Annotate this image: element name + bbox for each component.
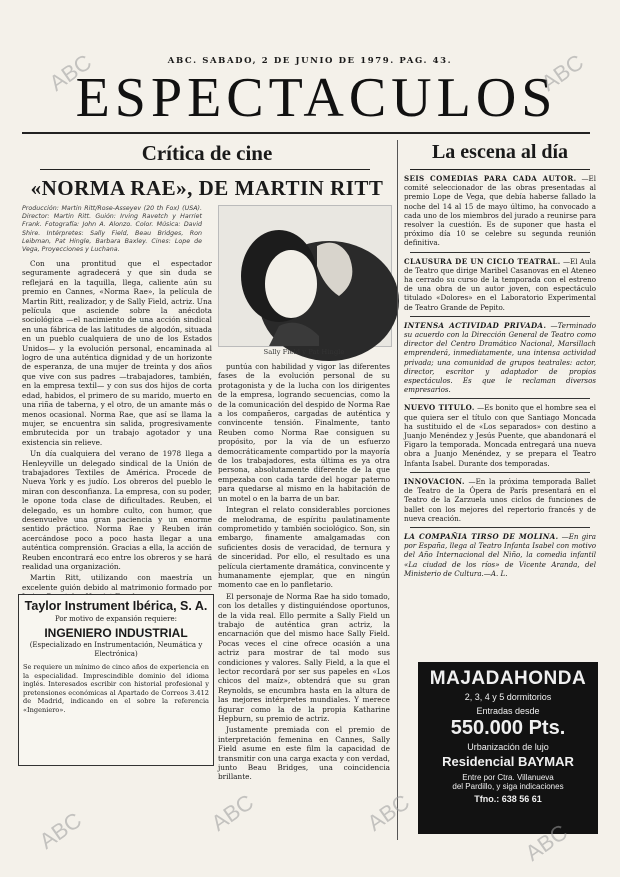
abc-watermark: ABC bbox=[362, 789, 415, 836]
section-title-escena: La escena al día bbox=[431, 141, 569, 163]
news-item-head: NUEVO TITULO. bbox=[404, 403, 475, 413]
review-paragraph: Justamente premiada con el premio de interpretación femenina en Cannes, Sally Field asume en este film la capacidad de transmitir con una carga exacta y con verdad, junto Beau Bridges, una coincidencia brillante. bbox=[218, 725, 390, 782]
news-divider bbox=[410, 252, 590, 253]
ad-majadahonda-title: MAJADAHONDA bbox=[429, 668, 587, 689]
news-item-head: INTENSA ACTIVIDAD PRIVADA. bbox=[404, 320, 547, 330]
ad-taylor-specialty: (Especializado en Instrumentación, Neumática y Electrónica) bbox=[29, 641, 203, 658]
review-paragraph: El personaje de Norma Rae ha sido tomado, con los detalles y distinguiéndose oportunos, de la vida real. Ello permite a Sally Field un trabajo de auténtica gran actriz, la encarnación que del mismo hace Sally Field. Pocas veces el cine ofrece ocasión a una actriz para mostrar de tal modo sus condiciones y valores. Sally Field, a la que el lector recordará por ser sus papeles en «Los chicos del maíz», obtendrá que su gran Reynolds, se encumbra hasta en la altura de las mejores intérpretes mundiales. Y merece figurar como la de la propia Katharine Hepburn, su premio de actriz. bbox=[218, 591, 390, 724]
news-item-text: —El comité seleccionador de las obras presentadas al premio Lope de Vega, que debía haberse fallado la noche del 14 al 15 de mayo último, ha convocado a cada uno de los miembros del jurado a reunirse para resolver la cuestión. Es de suponer que hasta el próximo día 10 se celebre su segunda reunión definitiva. bbox=[404, 174, 596, 248]
news-item-text: —Es bonito que el hombre sea el que quiera ser el título con que Santiago Moncada ha sustituido el de «Los separados» con destino a Juanjo Menéndez y Jesús Puente, que abandonará el Figaro la temporada. Moncada entregará una nueva obra a Juanjo Menéndez, y se prepara el Teatro Infanta Isabel. Durante dos temporadas. bbox=[404, 403, 597, 468]
ad-taylor-title: Taylor Instrument Ibérica, S. A. bbox=[24, 599, 208, 613]
film-credits: Producción: Martin Ritt/Rose-Asseyev (20 th Fox) (USA). Director: Martin Ritt. Guión: Irving Ravetch y Harriet Frank. Fotografía: John A. Alonzo. Color. Música: David Shire. Intérpretes: Sally Field, Beau Bridges, Ron Leibman, Pat Hingle, Barbara Baxley. Cines: Lope de Vega, Proyecciones y Luchana. bbox=[22, 205, 202, 254]
news-item-text: —Terminado su acuerdo con la Dirección General de Teatro como director del Centro Dramático Nacional, Marsillach emprenderá, inmediatamente, una intensa actividad privada; una comunidad de grupos teatrales: actor, director, escritor y adaptador de propios espectáculos. Es que le reclaman diversos empresarios. bbox=[404, 320, 596, 395]
news-divider bbox=[410, 316, 590, 317]
news-divider bbox=[410, 527, 590, 528]
news-item bbox=[404, 477, 596, 523]
column-divider bbox=[397, 140, 398, 840]
film-title: «NORMA RAE», DE MARTIN RITT bbox=[30, 176, 384, 200]
news-item bbox=[404, 532, 596, 578]
news-items bbox=[404, 174, 596, 586]
news-item-head: SEIS COMEDIAS PARA CADA AUTOR. bbox=[404, 174, 577, 183]
review-column-left bbox=[22, 259, 212, 592]
ad-majadahonda-phone: Tfno.: 638 56 61 bbox=[474, 794, 542, 804]
news-item bbox=[404, 321, 596, 395]
ad-majadahonda-directions1: Entre por Ctra. Villanueva bbox=[462, 773, 554, 782]
photo-caption: Sally Field y Pat Hingle bbox=[263, 348, 345, 356]
abc-watermark: ABC bbox=[520, 819, 573, 866]
masthead: ESPECTACULOS bbox=[75, 67, 558, 129]
abc-watermark: ABC bbox=[536, 49, 589, 96]
review-paragraph: Un día cualquiera del verano de 1978 llega a Henleyville un delegado sindical de la Unión de trabajadores Textiles de América. Procede de Nueva York y es judío. Los obreros del pueblo le miran con desconfianza. La empresa, con su poder, le opone toda clase de dificultades. Reuben, el delegado, es un hombre culto, con humor, que desenvuelve una gran paciencia y un enorme sentido práctico. Norma Rae y Reuben irán acercándose poco a poco hasta llegar a una auténtica comprensión. Gracias a ella, la acción de Reuben encontrará eco entre los obreros y se hará realidad una organización. bbox=[22, 449, 212, 571]
ad-majadahonda-residencial: Residencial BAYMAR bbox=[442, 754, 574, 769]
ad-taylor-text: Se requiere un mínimo de cinco años de experiencia en la especialidad. Imprescindible dominio del idioma inglés. Interesados escribir con historial profesional y pretensiones económicas al Apartado de Correos 3.412 de Madrid, indicando en el sobre la referencia «Ingeniero». bbox=[23, 663, 209, 714]
news-item-head: INNOVACION. bbox=[404, 476, 465, 486]
ad-taylor-sub: Por motivo de expansión requiere: bbox=[54, 615, 178, 623]
news-divider bbox=[410, 398, 590, 399]
news-item-text: —El Aula de Teatro que dirige Maribel Casanovas en el Ateneo ha cerrado su curso de la temporada con el estreno de una obra de un autor joven, con espectáculo titulado «Dolores» en el Laboratorio Experimental de Teatro Grande de Pepito. bbox=[404, 256, 596, 312]
review-paragraph: Con una prontitud que el espectador seguramente agradecerá y que sin duda se reflejará en la taquilla, llega, caliente aún su premio en Cannes, «Norma Rae», la película de Martin Ritt, realizador, y de Sally Field, actriz. Una película que asciende sobre la anécdota sociológica —el nacimiento de una acción sindical en una fábrica de las latitudes de algodón, situada en un pueblo cualquiera de uno de los Estados Unidos— y la evolución personal, encaminada al logro de una auténtica dignidad y de un horizonte de esperanza, de una mujer de treinta y dos años que vive con sus padres —trabajadores, también, en la empresa textil— y con sus dos hijos de corta edad, habidos, el primero de su marido, muerto en una riña de taberna, y el otro, de un amante más o menos ocasional. Norma Rae, que así se llama la mujer, se encuentra sin salida, progresivamente embrutecida por un trabajo agotador y una existencia sin relieve. bbox=[22, 259, 212, 447]
review-column-middle bbox=[218, 362, 390, 837]
news-item-text: —En la próxima temporada Ballet de Teatro de la Ópera de París presentará en el Teatro de la Zarzuela unos ciclos de funciones de ballet con los mejores del repertorio francés y de nueva creación. bbox=[404, 476, 596, 523]
review-paragraph: Martin Ritt, utilizando con maestría un excelente guión debido al matrimonio formado por bbox=[22, 573, 212, 592]
news-item bbox=[404, 257, 596, 312]
ad-majadahonda-rooms: 2, 3, 4 y 5 dormitorios bbox=[464, 692, 552, 702]
ad-majadahonda-directions2: del Pardillo, y siga indicaciones bbox=[452, 782, 564, 791]
film-photo bbox=[218, 205, 392, 347]
ad-taylor-position: INGENIERO INDUSTRIAL bbox=[44, 626, 188, 640]
ad-majadahonda-entry-label: Entradas desde bbox=[476, 706, 540, 716]
news-divider bbox=[410, 472, 590, 473]
news-item bbox=[404, 403, 596, 467]
ad-majadahonda-lux: Urbanización de lujo bbox=[467, 742, 549, 752]
ad-majadahonda-price: 550.000 Pts. bbox=[450, 717, 566, 739]
news-item-head: LA COMPAÑIA TIRSO DE MOLINA. bbox=[404, 531, 559, 541]
abc-watermark: ABC bbox=[206, 789, 259, 836]
ad-taylor bbox=[18, 594, 214, 766]
section-title-cine: Crítica de cine bbox=[141, 141, 273, 165]
abc-watermark: ABC bbox=[34, 807, 87, 854]
news-item-head: CLAUSURA DE UN CICLO TEATRAL. bbox=[404, 256, 561, 266]
ad-majadahonda bbox=[418, 662, 598, 834]
abc-watermark: ABC bbox=[44, 49, 97, 96]
section-rule-right bbox=[410, 169, 590, 170]
section-rule-left bbox=[40, 169, 370, 170]
news-item-text: —En gira por España, llega al Teatro Infanta Isabel con motivo del Año Internacional del Niño, la comedia infantil «La ciudad de los ríos» de Vicente Aranda, del Ministerio de Cultura.—A. L. bbox=[404, 531, 596, 578]
review-paragraph: puntúa con habilidad y vigor las diferentes fases de la evolución personal de su protagonista y de la lucha con los dirigentes de la empresa, logrando secuencias, como la de la comunicación del despido de Norma Rae a los compañeros, cargadas de auténtica y convincente tensión. Finalmente, tanto Reuben como Norma Rae consiguen su propósito, por la vía de un esfuerzo democráticamente compartido por la mayoría de los trabajadores, esta última es ya otra persona, absolutamente diferente de la que empezaba con cada tarde del hogar paterno para quedarse al mismo en la habitación de un motel o en la barra de un bar. bbox=[218, 362, 390, 503]
review-paragraph: Integran el relato considerables porciones de melodrama, de espíritu paulatinamente comprometido y también sociológico. Son, sin embargo, finamente amalgamadas con suficientes dosis de veracidad, de ternura y de sinceridad. Por ello, el resultado es una película ciertamente dramática, convincente y humanamente ejemplar, que en ningún momento cae en lo panfletario. bbox=[218, 505, 390, 590]
masthead-rule bbox=[22, 132, 590, 134]
dateline: ABC. SABADO, 2 DE JUNIO DE 1979. PAG. 43. bbox=[167, 56, 453, 66]
news-item bbox=[404, 174, 596, 248]
